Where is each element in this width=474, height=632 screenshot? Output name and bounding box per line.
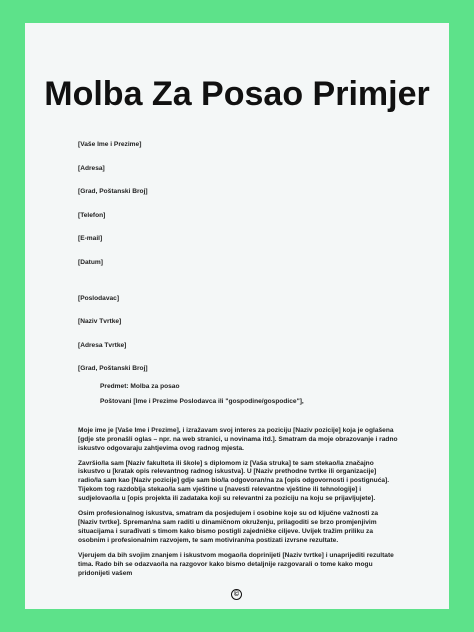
employer-field: [Poslodavac] [78,294,120,302]
document-title: Molba Za Posao Primjer [44,75,430,113]
spacer [78,283,148,295]
sender-email-field: [E-mail] [78,235,103,243]
paragraph-closing: Vjerujem da bih svojim znanjem i iskustvom mogao/la doprinijeti [Naziv tvrtke] i unaprijediti rezultate tima. Rado bih se odazvao/la na razgovor kako bismo detaljnije razgovarali o tome kako mogu pridonijeti vašem [78,551,394,577]
company-address-field: [Adresa Tvrtke] [78,341,127,349]
paragraph-intro: Moje ime je [Vaše Ime i Prezime], i izražavam svoj interes za poziciju [Naziv pozicije] koja je oglašena [gdje ste pronašli oglas – npr. na web stranici, u novinama itd.]. Smatram da moje obrazovanje i radno iskustvo odgovaraju zahtjevima ovog radnog mjesta. [78,426,398,452]
greeting-line: Poštovani [Ime i Prezime Poslodavca ili "gospodine/gospodice"], [100,397,304,405]
sender-city-field: [Grad, Poštanski Broj] [78,188,148,196]
company-city-field: [Grad, Poštanski Broj] [78,365,148,373]
address-block [78,141,148,389]
sender-phone-field: [Telefon] [78,211,106,219]
paragraph-qualities: Osim profesionalnog iskustva, smatram da posjedujem i osobine koje su od ključne važnosti za [Naziv tvrtke]. Spreman/na sam raditi u dinamičnom okruženju, prilagoditi se brzo promjenjivim situacijama i surađivati s timom kako bismo postigli zajedničke ciljeve. Uvijek tražim priliku za osobnim i profesionalnim razvojem, te sam motiviran/na postizati izvrsne rezultate. [78,510,379,544]
copyright-icon: © [231,589,242,600]
letter-body [78,383,398,584]
date-field: [Datum] [78,258,103,266]
company-name-field: [Naziv Tvrtke] [78,318,122,326]
sender-address-field: [Adresa] [78,164,105,172]
subject-line: Predmet: Molba za posao [100,383,180,390]
document-page [25,23,449,609]
sender-name-field: [Vaše Ime i Prezime] [78,141,142,148]
paragraph-experience: Završio/la sam [Naziv fakulteta ili škole] s diplomom iz [Vaša struka] te sam stekao/la značajno iskustvo u [kratak opis relevantnog radnog iskustva]. U [Naziv prethodne tvrtke ili organizacije] radio/la sam kao [Naziv pozicije] gdje sam bio/la odgovoran/na za [opis odgovornosti i postignuća]. Tijekom tog razdoblja stekao/la sam vještine u [navesti relevantne vještine ili tehnologije] i sudjelovao/la u [opis projekta ili zadataka koji su relevantni za poziciju na koju se prijavljujete]. [78,459,390,503]
